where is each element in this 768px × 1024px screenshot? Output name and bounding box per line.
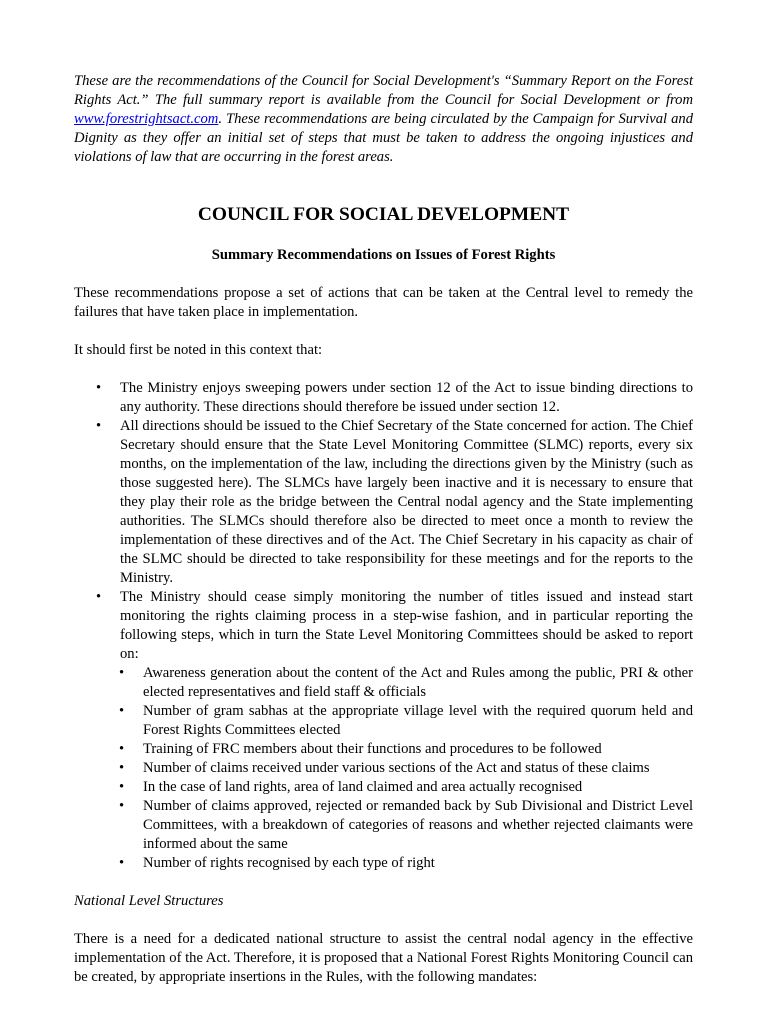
sub-list-item [74, 702, 693, 740]
sub-list-item-text: Number of claims approved, rejected or remanded back by Sub Divisional and District Level Committees, with a breakdown of categories of reasons and whether rejected claimants were informed about the same [143, 798, 693, 852]
sub-list-item [74, 740, 693, 759]
sub-list-item [74, 778, 693, 797]
sub-list-item-text: Number of rights recognised by each type of right [143, 855, 435, 871]
list-item [74, 417, 693, 588]
bullet-icon: • [119, 665, 125, 681]
sub-list-item-text: Number of claims received under various sections of the Act and status of these claims [143, 760, 650, 776]
bullet-icon: • [119, 703, 125, 719]
document-title: COUNCIL FOR SOCIAL DEVELOPMENT [197, 204, 570, 225]
list-item [74, 379, 693, 417]
opening-paragraph: These recommendations propose a set of actions that can be taken at the Central level to remedy the failures that have taken place in implementation. [74, 285, 693, 320]
intro-paragraph [74, 72, 693, 167]
section-heading: National Level Structures [74, 893, 224, 909]
sub-list-item [74, 854, 693, 873]
sub-list-item-text: Number of gram sabhas at the appropriate village level with the required quorum held and Forest Rights Committees elected [143, 703, 693, 738]
bullet-icon: • [119, 798, 125, 814]
list-item-text: All directions should be issued to the Chief Secretary of the State concerned for action. The Chief Secretary should ensure that the State Level Monitoring Committee (SLMC) reports, every six months, on the implementation of the law, including the directions given by the Ministry (such as those suggested here). The SLMCs have largely been inactive and it is necessary to ensure that they play their role as the bridge between the Central nodal agency and the State implementing authorities. The SLMCs should therefore also be directed to meet once a month to review the implementation of these directives and of the Act. The Chief Secretary in his capacity as chair of the SLMC should be directed to take responsibility for these meetings and for the reports to the Ministry. [120, 418, 693, 586]
bullet-icon: • [96, 418, 102, 434]
bullet-icon: • [119, 779, 125, 795]
list-item-text: The Ministry enjoys sweeping powers under section 12 of the Act to issue binding directions to any authority. These directions should therefore be issued under section 12. [120, 380, 693, 415]
intro-text-part2: . These recommendations are being circulated by the Campaign for Survival and Dignity as they offer an initial set of steps that must be taken to address the ongoing injustices and violations of law that are occurring in the forest areas. [74, 111, 693, 165]
monitoring-steps-list [120, 664, 693, 873]
list-item-text: The Ministry should cease simply monitoring the number of titles issued and instead start monitoring the rights claiming process in a step-wise fashion, and in particular reporting the following steps, which in turn the State Level Monitoring Committees should be asked to report on: [120, 589, 693, 662]
context-paragraph: It should first be noted in this context that: [74, 342, 323, 358]
sub-list-item-text: In the case of land rights, area of land claimed and area actually recognised [143, 779, 583, 795]
intro-text-part1: These are the recommendations of the Council for Social Development's “Summary Report on the Forest Rights Act.” The full summary report is available from the Council for Social Development or from [74, 73, 693, 108]
document-subtitle: Summary Recommendations on Issues of Forest Rights [211, 247, 556, 263]
bullet-icon: • [119, 741, 125, 757]
bullet-icon: • [119, 760, 125, 776]
sub-list-item [74, 759, 693, 778]
sub-list-item [74, 797, 693, 854]
bullet-icon: • [96, 380, 102, 396]
bullet-icon: • [96, 589, 102, 605]
sub-list-item-text: Training of FRC members about their functions and procedures to be followed [143, 741, 602, 757]
list-item [74, 588, 693, 873]
forestrightsact-link[interactable]: www.forestrightsact.com [74, 111, 219, 127]
sub-list-item-text: Awareness generation about the content of the Act and Rules among the public, PRI & other elected representatives and field staff & officials [143, 665, 693, 700]
recommendations-list [74, 379, 693, 873]
bullet-icon: • [119, 855, 125, 871]
national-structures-paragraph: There is a need for a dedicated national structure to assist the central nodal agency in the effective implementation of the Act. Therefore, it is proposed that a National Forest Rights Monitoring Council can be created, by appropriate insertions in the Rules, with the following mandates: [74, 931, 693, 985]
sub-list-item [74, 664, 693, 702]
